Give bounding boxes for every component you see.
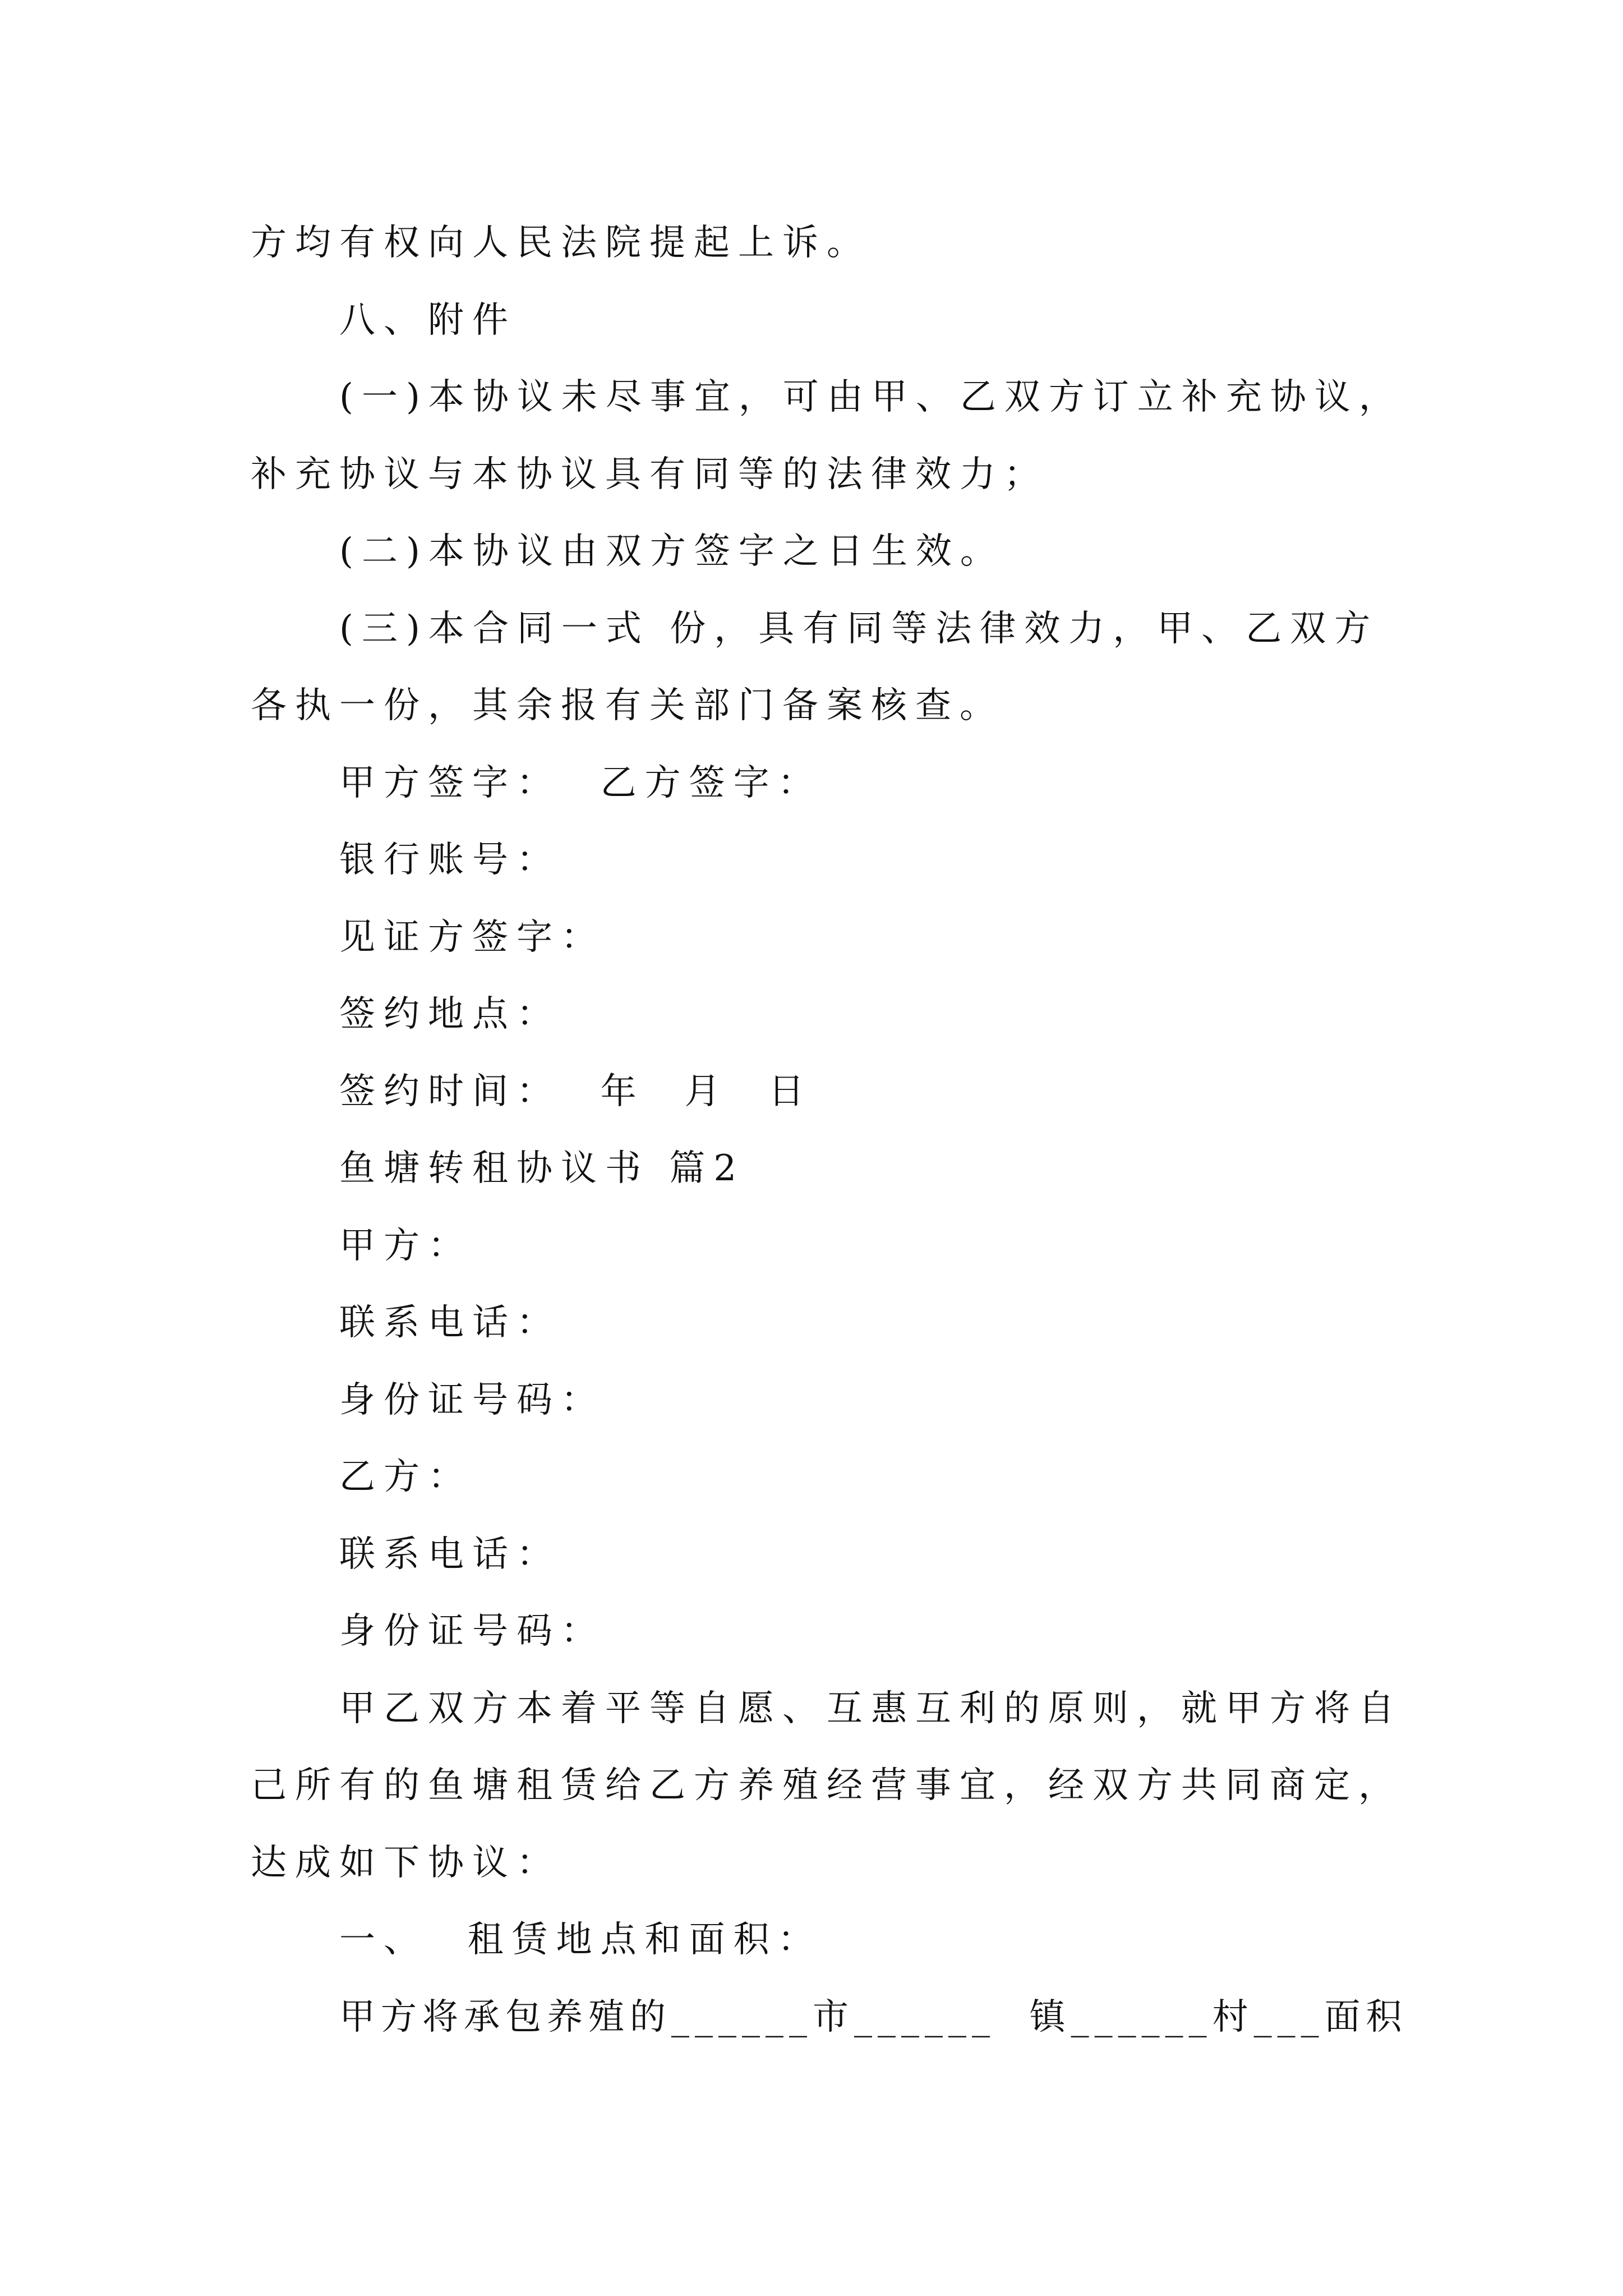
document-body	[251, 205, 1541, 2056]
agreement-title: 鱼塘转租协议书 篇2	[339, 1148, 745, 1189]
signing-place-field: 签约地点：	[339, 993, 561, 1035]
party-b-phone-field: 联系电话：	[339, 1533, 561, 1575]
party-b-field: 乙方：	[339, 1456, 472, 1498]
paragraph-line: (二)本协议由双方签字之日生效。	[339, 531, 1004, 572]
paragraph-line: 己所有的鱼塘租赁给乙方养殖经营事宜，经双方共同商定，	[251, 1765, 1403, 1806]
party-a-phone-field: 联系电话：	[339, 1302, 561, 1343]
paragraph-line: 方均有权向人民法院提起上诉。	[251, 222, 871, 264]
bank-account-field: 银行账号：	[339, 839, 561, 881]
party-a-field: 甲方：	[339, 1225, 472, 1267]
paragraph-line: 各执一份，其余报有关部门备案核查。	[251, 685, 1004, 726]
paragraph-line: 达成如下协议：	[251, 1842, 561, 1884]
paragraph-line: (三)本合同一式 份，具有同等法律效力，甲、乙双方	[339, 608, 1379, 650]
paragraph-line: 甲乙双方本着平等自愿、互惠互利的原则，就甲方将自	[339, 1687, 1403, 1729]
section-heading: 一、 租赁地点和面积：	[339, 1919, 822, 1961]
section-heading: 八、附件	[339, 299, 517, 341]
witness-signature-field: 见证方签字：	[339, 916, 605, 958]
party-a-id-field: 身份证号码：	[339, 1379, 605, 1421]
signing-date-field: 签约时间： 年 月 日	[339, 1070, 813, 1112]
signature-field: 甲方签字： 乙方签字：	[339, 762, 822, 804]
paragraph-line: (一)本协议未尽事宜，可由甲、乙双方订立补充协议，	[339, 376, 1403, 418]
paragraph-line: 补充协议与本协议具有同等的法律效力；	[251, 453, 1048, 495]
party-b-id-field: 身份证号码：	[339, 1611, 605, 1652]
paragraph-line: 甲方将承包养殖的______市______ 镇______村___面积	[339, 1996, 1408, 2038]
